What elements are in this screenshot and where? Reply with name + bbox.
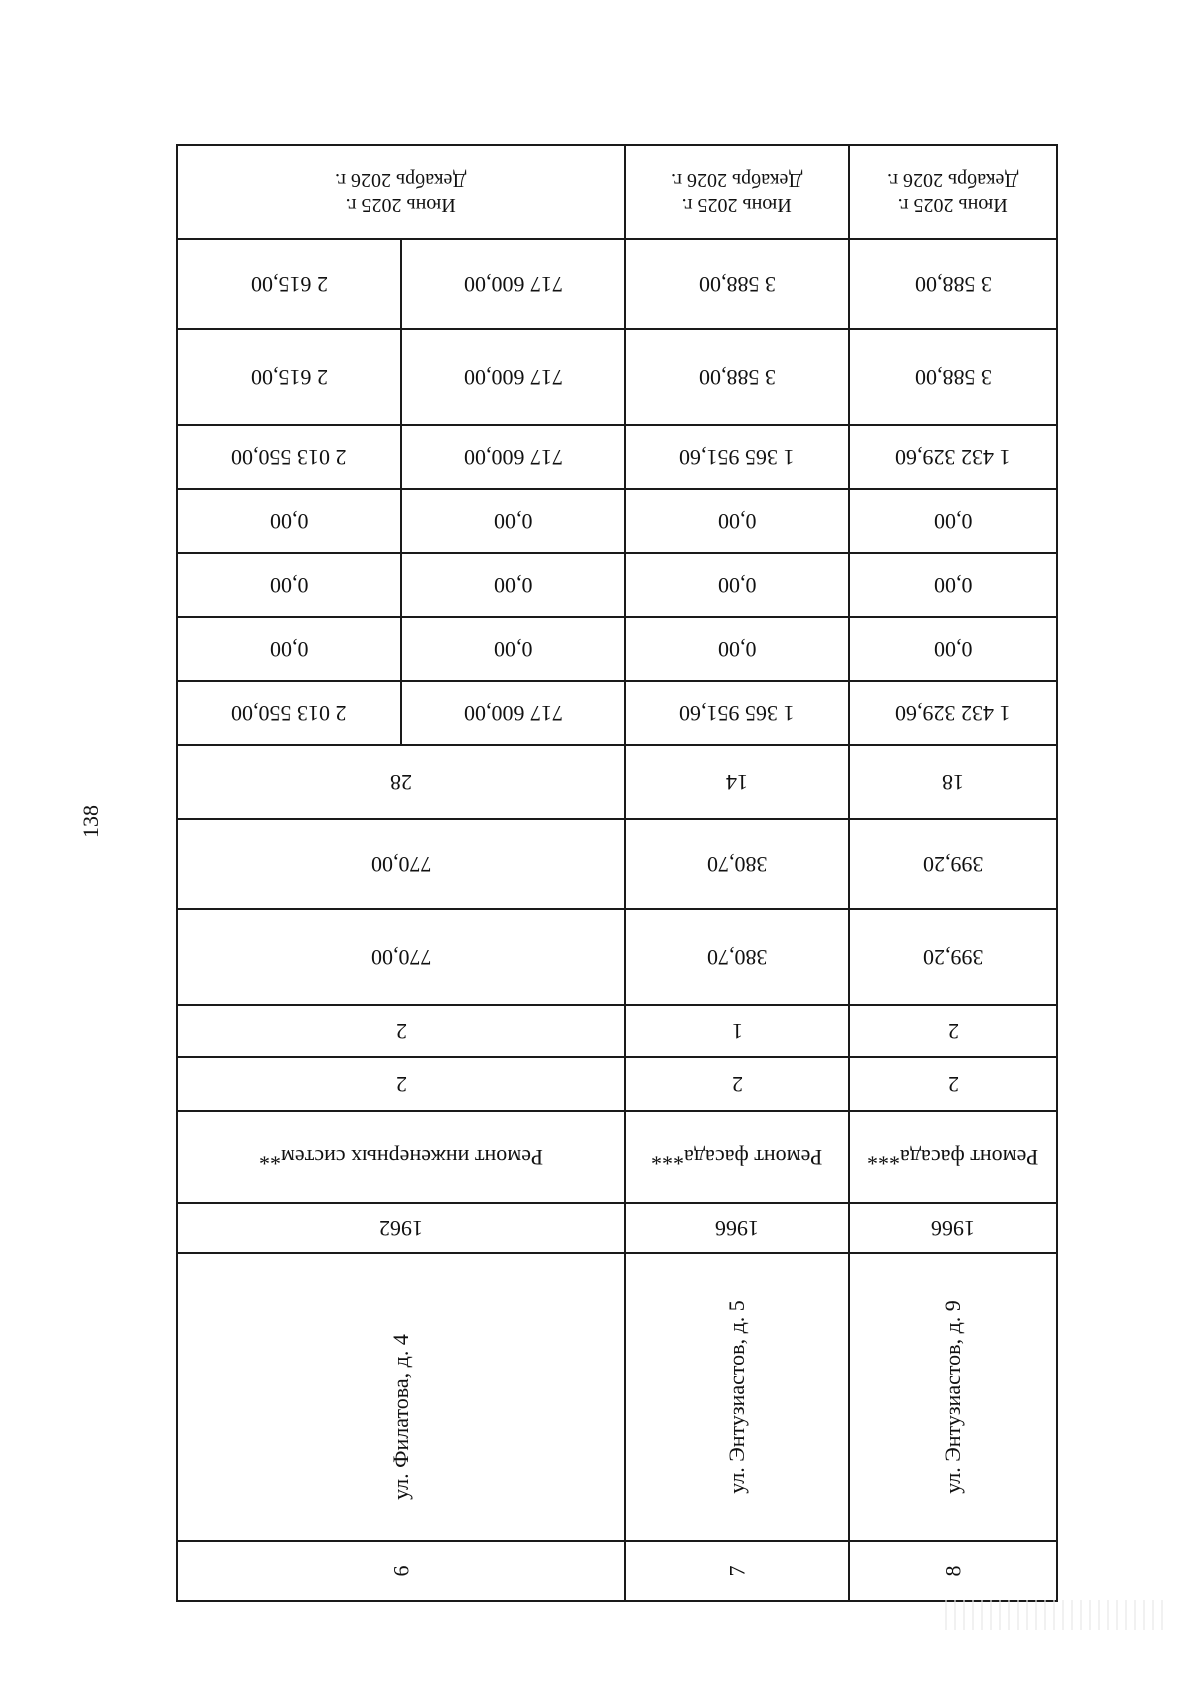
area2-cell-7 [624, 818, 850, 910]
fund-value: 0,00 [493, 573, 533, 598]
area2-cell-8 [848, 818, 1058, 910]
build-year: 1966 [715, 1216, 759, 1241]
row-number: 7 [724, 1565, 749, 1577]
fund2-cell-7 [624, 552, 850, 618]
year-cell-7 [624, 1202, 850, 1254]
fund3-cell-6a [400, 488, 626, 554]
fund-value: 0,00 [933, 509, 973, 534]
year-cell-6 [176, 1202, 626, 1254]
unit-cost-value: 717 600,00 [463, 365, 563, 390]
area-value: 770,00 [370, 945, 432, 970]
residents-cell-6 [176, 744, 626, 820]
area1-cell-6 [176, 908, 626, 1006]
fund-value: 1 432 329,60 [895, 445, 1011, 470]
fund4-cell-7 [624, 424, 850, 490]
area-value: 399,20 [922, 852, 984, 877]
limit-cost-value: 3 588,00 [914, 272, 992, 297]
fund1-cell-6a [400, 616, 626, 682]
fund-value: 0,00 [269, 573, 309, 598]
unit-cost-cell-8 [848, 328, 1058, 426]
address-cell-7 [624, 1252, 850, 1542]
area-value: 380,70 [706, 945, 768, 970]
cost-total-value: 717 600,00 [463, 701, 563, 726]
address-text: ул. Филатова, д. 4 [387, 1334, 413, 1500]
cost-total-value: 1 432 329,60 [895, 701, 1011, 726]
row-number: 6 [388, 1565, 413, 1577]
col-b-cell-8 [848, 1004, 1058, 1058]
unit-cost-value: 2 615,00 [250, 365, 328, 390]
no-cell-8 [848, 1540, 1058, 1602]
unit-cost-cell-7 [624, 328, 850, 426]
limit-cost-cell-6b [176, 238, 402, 330]
address-text: ул. Энтузиастов, д. 5 [724, 1300, 749, 1494]
fund1-cell-8 [848, 616, 1058, 682]
work-cell-6 [176, 1110, 626, 1204]
fund3-cell-8 [848, 488, 1058, 554]
area-value: 380,70 [706, 852, 768, 877]
limit-cost-cell-6a [400, 238, 626, 330]
fund-value: 0,00 [493, 509, 533, 534]
data-table [176, 144, 1058, 1584]
residents-value: 28 [390, 770, 412, 795]
address-cell-6 [176, 1252, 626, 1542]
fund2-cell-6a [400, 552, 626, 618]
fund2-cell-6b [176, 552, 402, 618]
fund-value: 0,00 [933, 573, 973, 598]
unit-cost-cell-6a [400, 328, 626, 426]
col-b-cell-6 [176, 1004, 626, 1058]
fund-value: 0,00 [933, 637, 973, 662]
work-type: Ремонт фасада*** [867, 1145, 1039, 1170]
col-a-cell-8 [848, 1056, 1058, 1112]
row-number: 8 [940, 1565, 965, 1577]
area1-cell-7 [624, 908, 850, 1006]
residents-value: 14 [726, 770, 748, 795]
period-text: Июнь 2025 г. Декабрь 2026 г. [887, 169, 1019, 216]
work-cell-7 [624, 1110, 850, 1204]
work-type: Ремонт инженерных систем** [259, 1145, 543, 1170]
limit-cost-cell-8 [848, 238, 1058, 330]
fund-value: 0,00 [269, 509, 309, 534]
fund-value: 1 365 951,60 [679, 445, 795, 470]
cost-total-cell-8 [848, 680, 1058, 746]
period-cell-7 [624, 144, 850, 240]
work-type: Ремонт фасада*** [651, 1145, 823, 1170]
fund4-cell-6a [400, 424, 626, 490]
cost-total-value: 2 013 550,00 [231, 701, 347, 726]
period-cell-8 [848, 144, 1058, 240]
col-a-cell-7 [624, 1056, 850, 1112]
count-value: 1 [731, 1019, 743, 1044]
fund-value: 0,00 [717, 637, 757, 662]
period-text: Июнь 2025 г. Декабрь 2026 г. [671, 169, 803, 216]
fund4-cell-8 [848, 424, 1058, 490]
limit-cost-value: 717 600,00 [463, 272, 563, 297]
count-value: 2 [395, 1019, 407, 1044]
count-value: 2 [947, 1019, 959, 1044]
col-b-cell-7 [624, 1004, 850, 1058]
build-year: 1962 [379, 1216, 423, 1241]
unit-cost-value: 3 588,00 [914, 365, 992, 390]
work-cell-8 [848, 1110, 1058, 1204]
cost-total-cell-7 [624, 680, 850, 746]
fund-value: 717 600,00 [463, 445, 563, 470]
area1-cell-8 [848, 908, 1058, 1006]
cost-total-cell-6a [400, 680, 626, 746]
count-value: 2 [395, 1072, 407, 1097]
fund-value: 0,00 [269, 637, 309, 662]
address-cell-8 [848, 1252, 1058, 1542]
area-value: 399,20 [922, 945, 984, 970]
build-year: 1966 [931, 1216, 975, 1241]
period-text: Июнь 2025 г. Декабрь 2026 г. [335, 169, 467, 216]
period-cell-6 [176, 144, 626, 240]
residents-value: 18 [942, 770, 964, 795]
no-cell-7 [624, 1540, 850, 1602]
scan-artifact [945, 1600, 1165, 1630]
cost-total-cell-6b [176, 680, 402, 746]
fund3-cell-7 [624, 488, 850, 554]
fund-value: 0,00 [717, 573, 757, 598]
fund-value: 0,00 [493, 637, 533, 662]
limit-cost-value: 3 588,00 [698, 272, 776, 297]
no-cell-6 [176, 1540, 626, 1602]
residents-cell-7 [624, 744, 850, 820]
fund1-cell-7 [624, 616, 850, 682]
unit-cost-cell-6b [176, 328, 402, 426]
fund-value: 2 013 550,00 [231, 445, 347, 470]
year-cell-8 [848, 1202, 1058, 1254]
fund-value: 0,00 [717, 509, 757, 534]
limit-cost-value: 2 615,00 [250, 272, 328, 297]
address-text: ул. Энтузиастов, д. 9 [940, 1300, 965, 1494]
limit-cost-cell-7 [624, 238, 850, 330]
residents-cell-8 [848, 744, 1058, 820]
cost-total-value: 1 365 951,60 [679, 701, 795, 726]
count-value: 2 [731, 1072, 743, 1097]
count-value: 2 [947, 1072, 959, 1097]
area2-cell-6 [176, 818, 626, 910]
unit-cost-value: 3 588,00 [698, 365, 776, 390]
area-value: 770,00 [370, 852, 432, 877]
col-a-cell-6 [176, 1056, 626, 1112]
fund2-cell-8 [848, 552, 1058, 618]
page-number: 138 [78, 805, 103, 838]
fund3-cell-6b [176, 488, 402, 554]
fund1-cell-6b [176, 616, 402, 682]
fund4-cell-6b [176, 424, 402, 490]
